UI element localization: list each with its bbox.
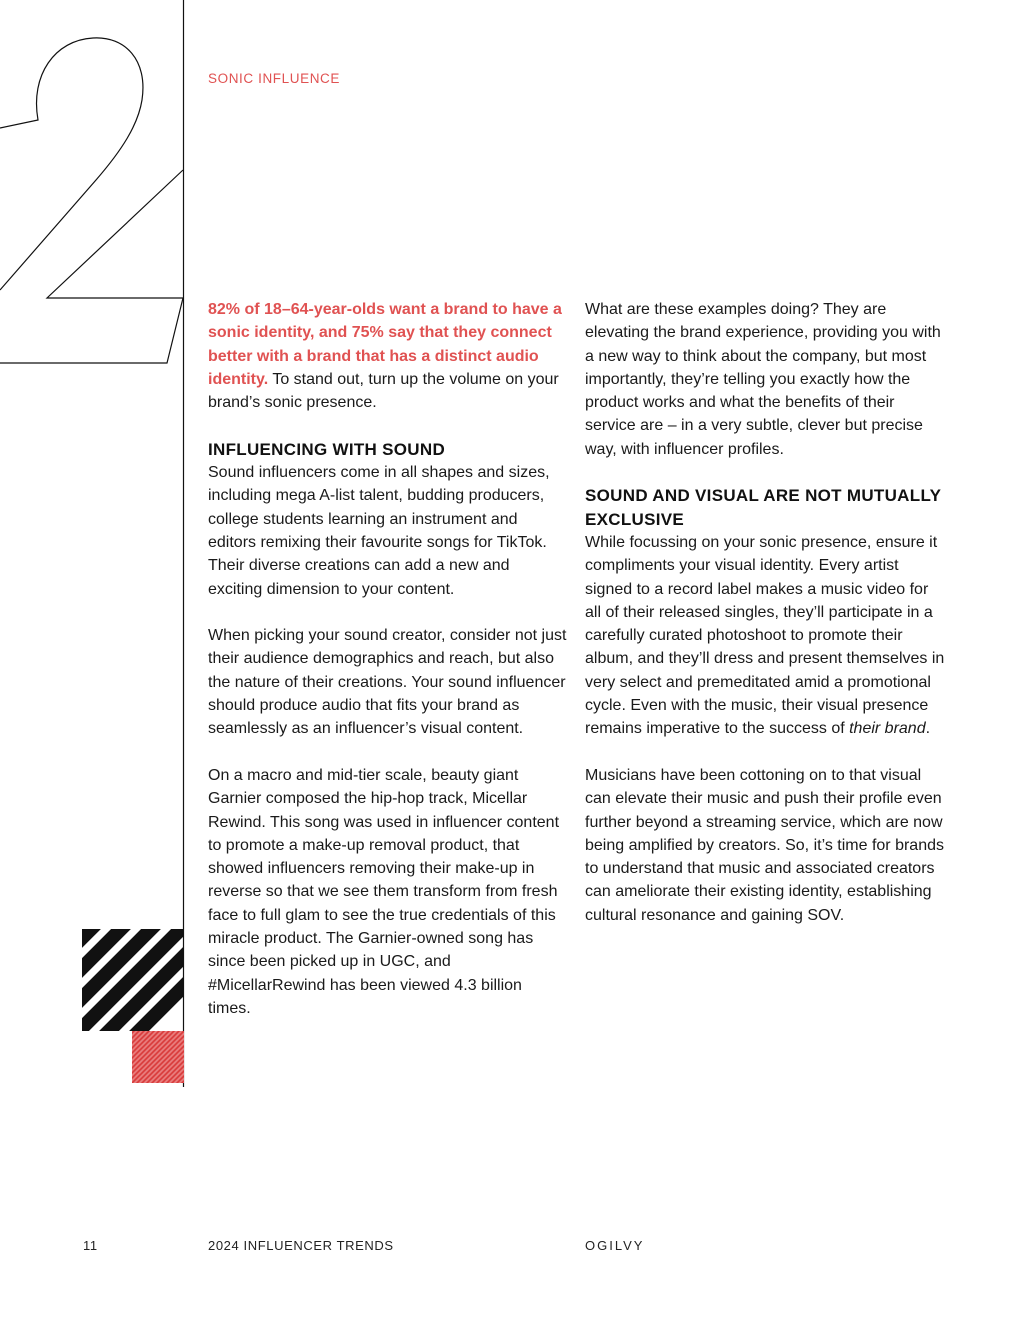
body-paragraph: Sound influencers come in all shapes and sizes, including mega A-list talent, budding producers, college students learning an instrument and editors remixing their favourite songs for TikTok. Their diverse creations can add a new and exciting dimension to your content. — [208, 464, 550, 598]
intro-rest: To stand out, turn up the volume on your brand’s sonic presence. — [208, 370, 559, 412]
brand-name: OGILVY — [585, 1238, 645, 1253]
body-paragraph: When picking your sound creator, consider not just their audience demographics and reach, but also the nature of their creations. Your sound influencer should produce audio that fits your brand as seamlessly as an influencer’s visual content. — [208, 627, 567, 738]
paragraph-text: While focussing on your sonic presence, ensure it compliments your visual identity. Every artist signed to a record label makes a music video for all of their released singles, they’ll participate in a carefully curated photoshoot to promote their album, and they’ll dress and present themselves in very select and premeditated amid a promotional cycle. Even with the music, their visual presence remains imperative to the success of — [585, 533, 945, 738]
paragraph-end: . — [925, 720, 931, 738]
body-paragraph: Musicians have been cottoning on to that visual can elevate their music and push their profile even further beyond a streaming service, which are now being amplified by creators. So, it’s time for brands to understand that music and associated creators can ameliorate their existing identity, establishing cultural resonance and gaining SOV. — [585, 766, 944, 924]
intro-paragraph — [208, 298, 568, 414]
red-hatched-block — [75, 1030, 200, 1090]
black-stripes-block — [0, 920, 200, 1040]
body-paragraph: On a macro and mid-tier scale, beauty giant Garnier composed the hip-hop track, Micellar Rewind. This song was used in influencer content to promote a make-up removal product, that showed influencers removing their make-up in reverse so that we see them transform from fresh face to full glam to see the true credentials of this miracle product. The Garnier-owned song has since been picked up in UGC, and #MicellarRewind has been viewed 4.3 billion times. — [208, 766, 560, 1017]
section-label: SONIC INFLUENCE — [208, 71, 341, 86]
right-column — [585, 298, 945, 927]
heading-sound-and-visual: SOUND AND VISUAL ARE NOT MUTUALLY EXCLUSIVE — [585, 486, 941, 529]
decorative-graphics — [0, 0, 200, 1100]
body-paragraph — [585, 531, 945, 741]
left-column — [208, 298, 568, 1020]
intro-highlight: 82% of 18–64-year-olds want a brand to have a sonic identity, and 75% say that they connect better with a brand that has a distinct audio identity. — [208, 301, 562, 388]
body-paragraph: What are these examples doing? They are elevating the brand experience, providing you with a new way to think about the company, but most importantly, they’re telling you exactly how the product works and what the benefits of their service are – in a very subtle, clever but precise way, with influencer profiles. — [585, 301, 941, 458]
heading-influencing-with-sound: INFLUENCING WITH SOUND — [208, 439, 446, 459]
publication-title: 2024 INFLUENCER TRENDS — [208, 1238, 394, 1253]
italic-text: their brand — [849, 720, 926, 738]
outlined-numeral-2-icon — [0, 38, 183, 363]
page-number: 11 — [83, 1238, 98, 1253]
